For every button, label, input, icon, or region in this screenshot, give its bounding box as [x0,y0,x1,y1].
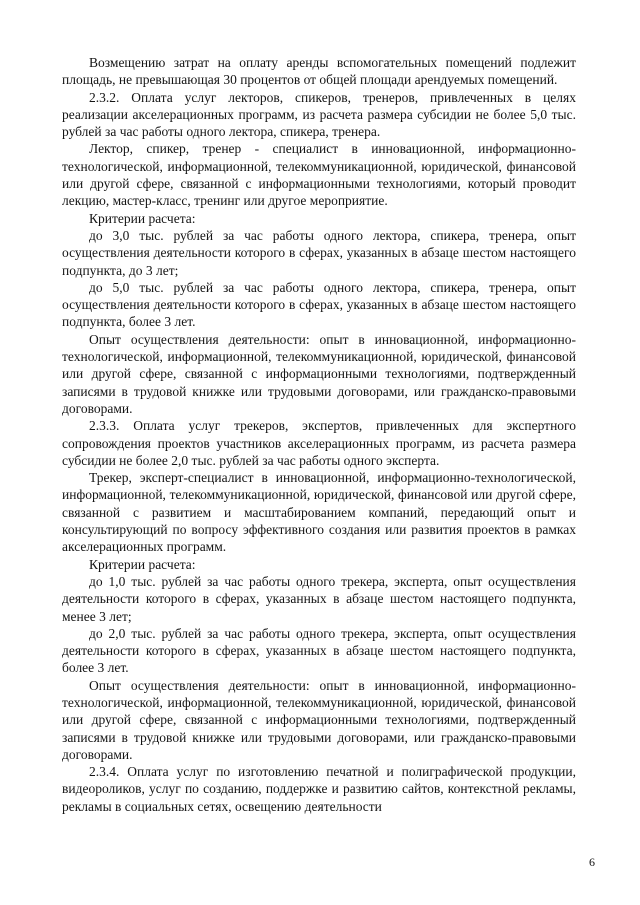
paragraph: Опыт осуществления деятельности: опыт в инновационной, информационно-технологической, информационной, телекоммуникационной, юридической, финансовой или другой сфере, связанной с информационными технологиями, подтвержденный записями в трудовой книжке или трудовыми договорами, или гражданско-правовыми договорами. [62,677,576,762]
page-number: 6 [589,855,595,869]
paragraph: до 3,0 тыс. рублей за час работы одного лектора, спикера, тренера, опыт осуществления деятельности которого в сферах, указанных в абзаце шестом настоящего подпункта, до 3 лет; [62,227,576,278]
paragraph-section-2-3-4: 2.3.4. Оплата услуг по изготовлению печатной и полиграфической продукции, видеороликов, услуг по созданию, поддержке и развитию сайтов, контекстной рекламы, рекламы в социальных сетях, освещению деятельности [62,764,576,814]
paragraph: до 5,0 тыс. рублей за час работы одного лектора, спикера, тренера, опыт осуществления деятельности которого в сферах, указанных в абзаце шестом настоящего подпункта, более 3 лет. [62,279,576,330]
paragraph: Опыт осуществления деятельности: опыт в инновационной, информационно-технологической, информационной, телекоммуникационной, юридической, финансовой или другой сфере, связанной с информационными технологиями, подтвержденный записями в трудовой книжке или трудовыми договорами, или гражданско-правовыми договорами. [62,331,576,416]
paragraph-criteria-heading: Критерии расчета: [89,210,196,226]
paragraph: до 1,0 тыс. рублей за час работы одного трекера, эксперта, опыт осуществления деятельности которого в сферах, указанных в абзаце шестом настоящего подпункта, менее 3 лет; [62,573,576,624]
paragraph-section-2-3-3: 2.3.3. Оплата услуг трекеров, экспертов, привлеченных для экспертного сопровождения проектов участников акселерационных программ, из расчета размера субсидии не более 2,0 тыс. рублей за час работы одного эксперта. [62,418,576,468]
paragraph: Трекер, эксперт-специалист в инновационной, информационно-технологической, информационной, телекоммуникационной, юридической, финансовой или другой сфере, связанной с развитием и масштабированием компаний, передающий опыт и консультирующий по вопросу эффективного создания или развития проектов в рамках акселерационных программ. [62,470,576,555]
paragraph-section-2-3-2: 2.3.2. Оплата услуг лекторов, спикеров, тренеров, привлеченных в целях реализации акселерационных программ, из расчета размера субсидии не более 5,0 тыс. рублей за час работы одного лектора, спикера, тренера. [62,89,576,140]
paragraph-criteria-heading: Критерии расчета: [89,556,196,572]
paragraph: до 2,0 тыс. рублей за час работы одного трекера, эксперта, опыт осуществления деятельности которого в сферах, указанных в абзаце шестом настоящего подпункта, более 3 лет. [62,625,576,676]
paragraph: Лектор, спикер, тренер - специалист в инновационной, информационно-технологической, информационной, телекоммуникационной, юридической, финансовой или другой сфере, связанной с информационными технологиями, который проводит лекцию, мастер-класс, тренинг или другое мероприятие. [62,141,576,209]
paragraph: Возмещению затрат на оплату аренды вспомогательных помещений подлежит площадь, не превышающая 30 процентов от общей площади арендуемых помещений. [62,55,576,88]
body-text [62,54,576,815]
